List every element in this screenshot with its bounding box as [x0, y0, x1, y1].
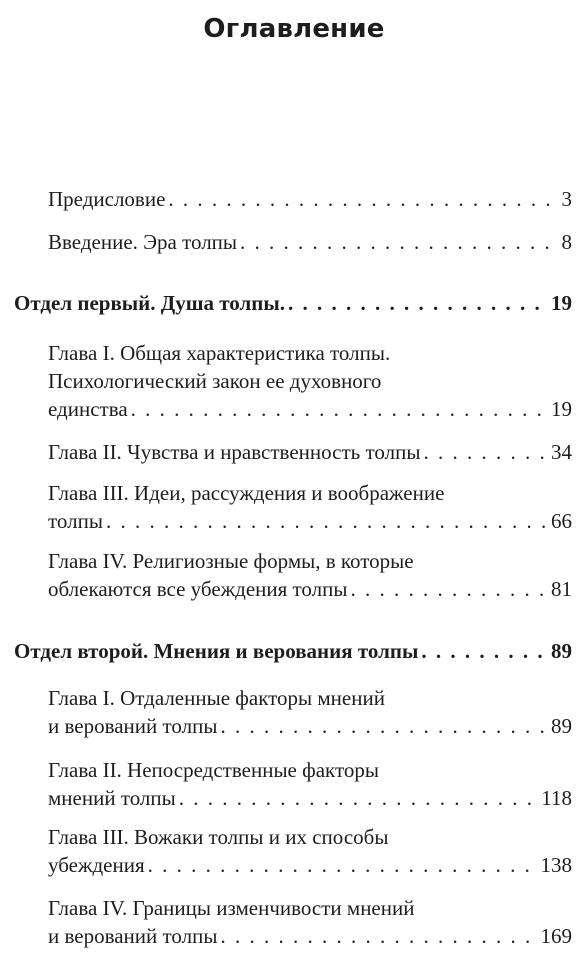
toc-entry-line[interactable]: Глава III. Идеи, рассуждения и воображение	[48, 481, 445, 505]
toc-page-number: 8	[561, 230, 572, 254]
toc-entry-ch1-part1[interactable]	[0, 394, 588, 424]
toc-entry-line[interactable]: Глава IV. Границы изменчивости мнений	[48, 896, 415, 920]
dot-leader	[131, 394, 548, 424]
dot-leader	[106, 506, 548, 536]
toc-entry-title: и верований толпы	[48, 924, 218, 948]
toc-entry-title: единства	[48, 397, 128, 421]
toc-entry-ch4-part1[interactable]	[0, 574, 588, 604]
toc-entry-ch4-part2[interactable]	[0, 921, 588, 951]
toc-page-number: 81	[551, 577, 572, 601]
toc-entry-ch3-part1[interactable]	[0, 506, 588, 536]
toc-entry-line[interactable]: Глава I. Отдаленные факторы мнений	[48, 686, 385, 710]
toc-entry-line[interactable]: Глава II. Непосредственные факторы	[48, 758, 379, 782]
toc-entry-ch1-part2[interactable]	[0, 711, 588, 741]
toc-entry-title: Введение. Эра толпы	[48, 230, 238, 254]
dot-leader	[168, 184, 558, 214]
dot-leader	[423, 437, 548, 467]
toc-page-number: 89	[551, 714, 572, 738]
dot-leader	[240, 227, 558, 257]
dot-leader	[351, 574, 549, 604]
toc-entry-ch2-part1[interactable]	[0, 437, 588, 467]
toc-page-number: 3	[561, 187, 572, 211]
toc-page-number: 19	[551, 291, 572, 315]
toc-entry-preface[interactable]	[0, 184, 588, 214]
toc-entry-line[interactable]: Глава IV. Религиозные формы, в которые	[48, 549, 414, 573]
toc-entry-title: и верований толпы	[48, 714, 218, 738]
toc-entry-title: Предисловие	[48, 187, 166, 211]
toc-entry-title: облекаются все убеждения толпы	[48, 577, 348, 601]
dot-leader	[288, 288, 548, 318]
dot-leader	[220, 711, 548, 741]
page-title: Оглавление	[203, 14, 385, 44]
toc-entry-line[interactable]: Глава I. Общая характеристика толпы.	[48, 341, 391, 365]
toc-section-one[interactable]	[0, 288, 588, 318]
toc-entry-title: толпы	[48, 509, 103, 533]
toc-page-number: 66	[551, 509, 572, 533]
toc-page-number: 169	[540, 924, 572, 948]
toc-section-title: Отдел первый. Душа толпы.	[14, 291, 286, 315]
toc-entry-title: Глава II. Чувства и нравственность толпы	[48, 440, 421, 464]
dot-leader	[421, 636, 548, 666]
toc-section-title: Отдел второй. Мнения и верования толпы	[14, 639, 419, 663]
toc-entry-line[interactable]: Психологический закон ее духовного	[48, 369, 382, 393]
toc-entry-line[interactable]: Глава III. Вожаки толпы и их способы	[48, 825, 389, 849]
toc-page-number: 118	[541, 786, 572, 810]
toc-entry-ch3-part2[interactable]	[0, 850, 588, 880]
toc-page-number: 19	[551, 397, 572, 421]
dot-leader	[179, 783, 539, 813]
dot-leader	[220, 921, 537, 951]
toc-entry-title: убеждения	[48, 853, 145, 877]
toc-entry-introduction[interactable]	[0, 227, 588, 257]
toc-entry-title: мнений толпы	[48, 786, 176, 810]
dot-leader	[148, 850, 538, 880]
toc-page-number: 34	[551, 440, 572, 464]
toc-page-number: 89	[551, 639, 572, 663]
toc-page-number: 138	[540, 853, 572, 877]
toc-section-two[interactable]	[0, 636, 588, 666]
toc-entry-ch2-part2[interactable]	[0, 783, 588, 813]
